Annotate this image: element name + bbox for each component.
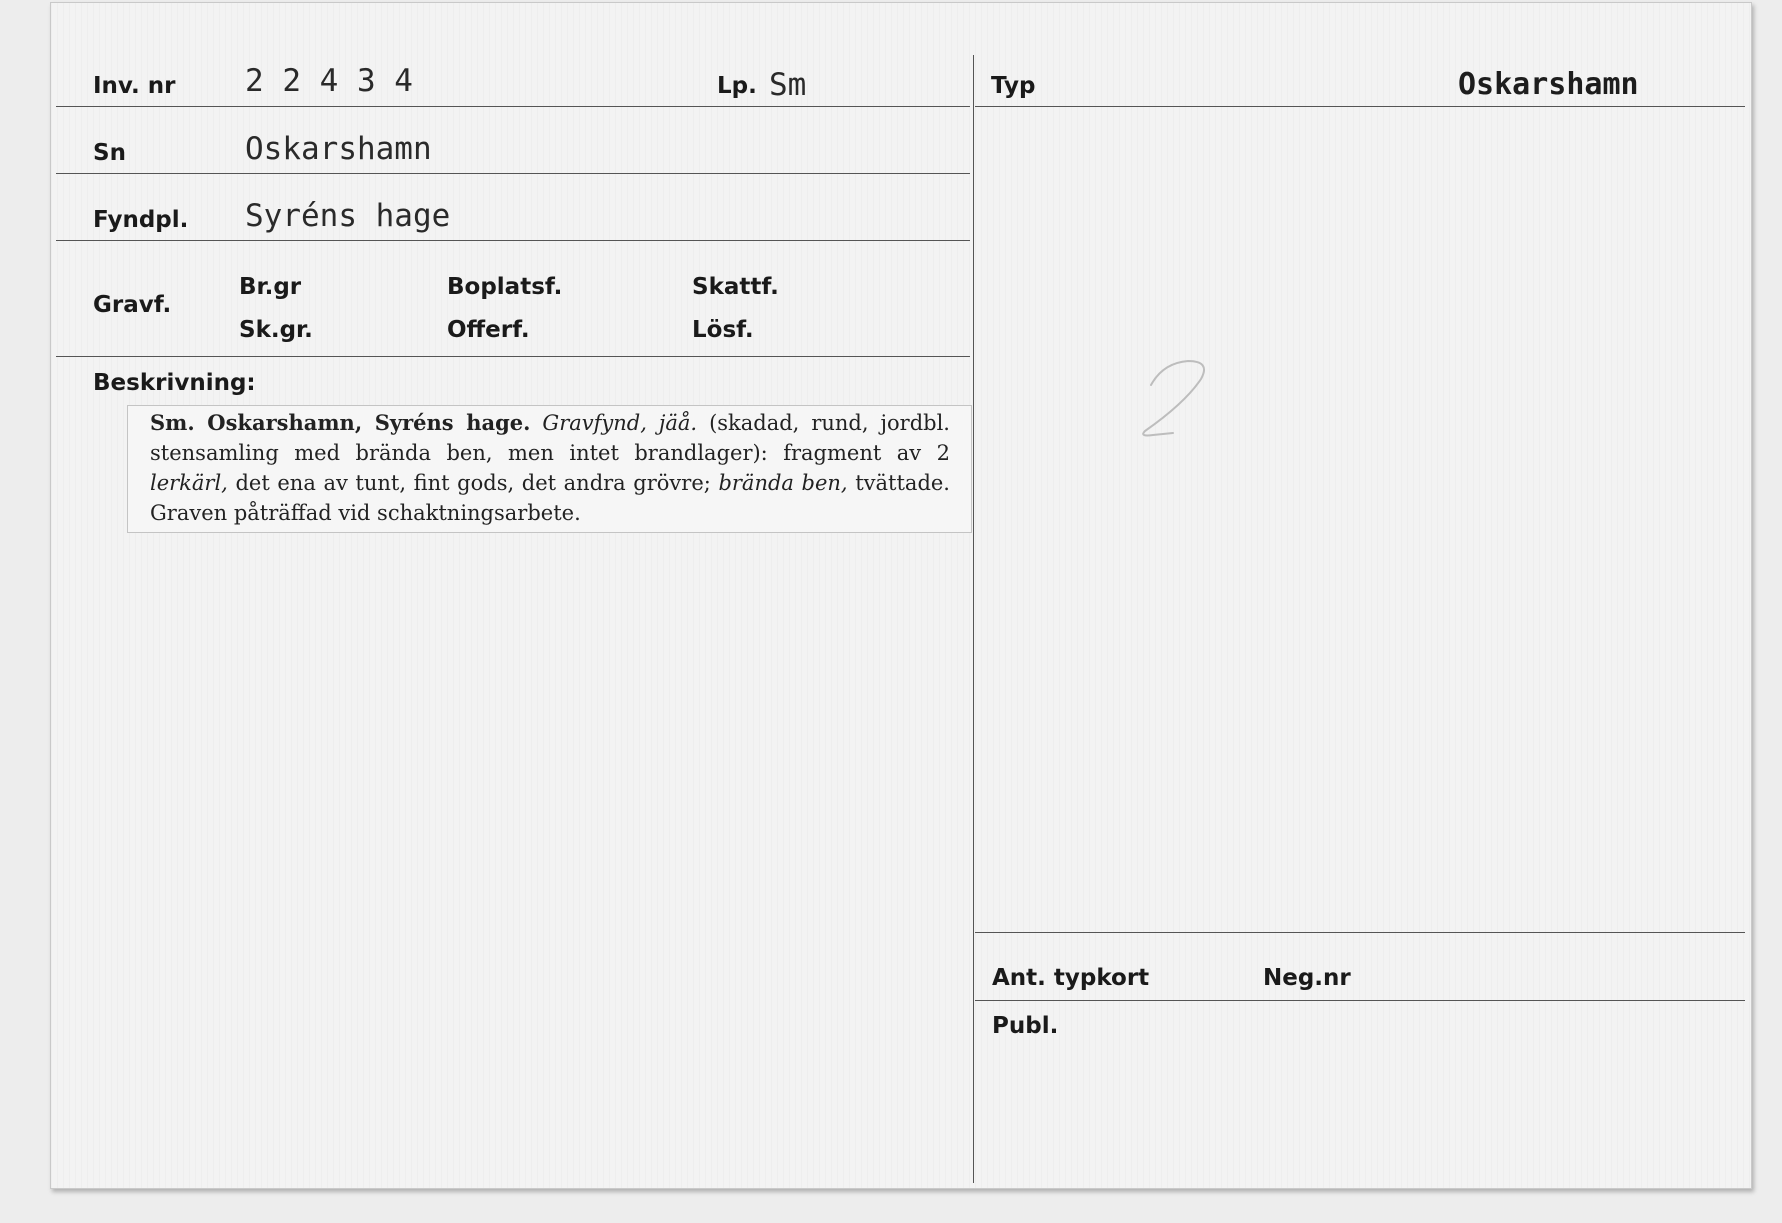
lp-value: Sm [769, 67, 807, 103]
rule-inv [56, 106, 970, 107]
description-text-3: tvättade. Graven påträffad vid schaktningsarbete. [150, 471, 950, 525]
sn-value: Oskarshamn [245, 131, 432, 167]
catalog-card [50, 2, 1752, 1189]
fyndpl-value: Syréns hage [245, 198, 451, 234]
inv-nr-label: Inv. nr [93, 73, 176, 99]
inv-nr-value: 2 2 4 3 4 [245, 63, 413, 99]
typ-value: Oskarshamn [1458, 67, 1639, 102]
skattf-label: Skattf. [692, 274, 779, 300]
description-text [150, 408, 950, 528]
description-italic-2: lerkärl, [150, 471, 228, 495]
neg-nr-label: Neg.nr [1263, 965, 1351, 991]
rule-sn [56, 173, 970, 174]
beskrivning-label: Beskrivning: [93, 370, 256, 396]
offerf-label: Offerf. [447, 317, 530, 343]
rule-publ [975, 1000, 1745, 1001]
column-divider [973, 55, 974, 1183]
description-slip [127, 405, 972, 533]
description-italic-3: brända ben, [718, 471, 848, 495]
description-text-1: (skadad, rund, jordbl. stensamling med brända ben, men intet brandlager): fragment av 2 [150, 411, 950, 465]
losf-label: Lösf. [692, 317, 754, 343]
description-bold: Sm. Oskarshamn, Syréns hage. [150, 410, 531, 435]
boplatsf-label: Boplatsf. [447, 274, 563, 300]
rule-typ [975, 106, 1745, 107]
fyndpl-label: Fyndpl. [93, 207, 189, 233]
pencil-mark [1133, 355, 1233, 445]
rule-gravf [56, 356, 970, 357]
typ-label: Typ [991, 73, 1036, 99]
description-text-2: det ena av tunt, fint gods, det andra grövre; [235, 471, 711, 495]
skgr-label: Sk.gr. [239, 317, 313, 343]
description-italic-1: Gravfynd, jäå. [542, 411, 698, 435]
brgr-label: Br.gr [239, 274, 302, 300]
rule-ant-typkort [975, 932, 1745, 933]
ant-typkort-label: Ant. typkort [992, 965, 1150, 991]
rule-fyndpl [56, 240, 970, 241]
sn-label: Sn [93, 140, 126, 166]
lp-label: Lp. [717, 73, 757, 99]
publ-label: Publ. [992, 1013, 1059, 1039]
gravf-label: Gravf. [93, 292, 172, 318]
